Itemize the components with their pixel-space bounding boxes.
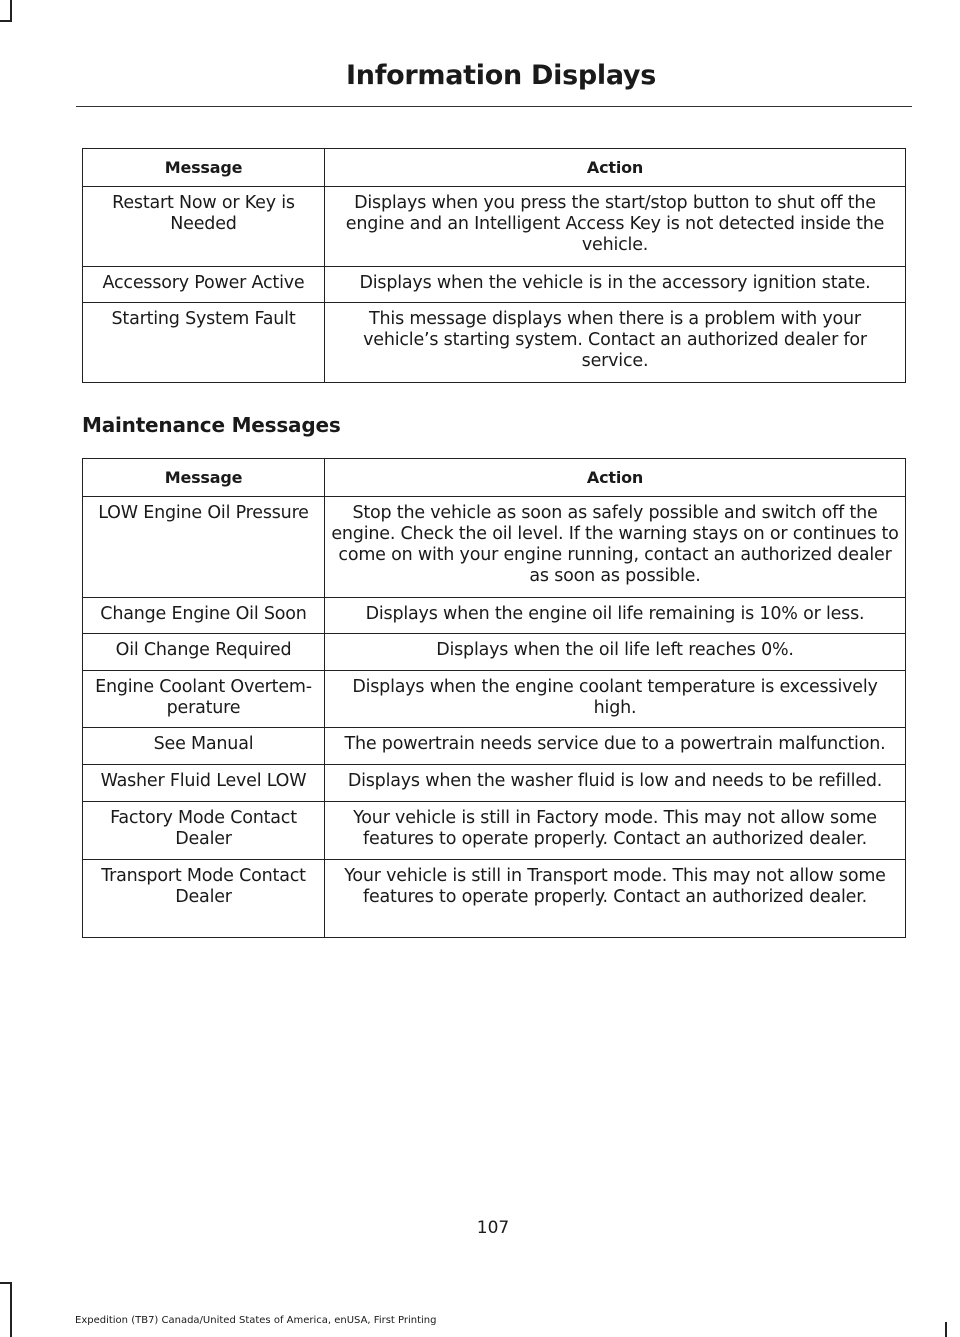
table-row: [83, 765, 906, 802]
action-cell: Stop the vehicle as soon as safely possible and switch off the engine. Check the oil level. If the warning stays on or continues to come on with your engine running, contact an authorized dealer as soon as possible.: [325, 497, 906, 598]
table-row: [83, 497, 906, 598]
table-row: [83, 671, 906, 728]
column-header-action: Action: [325, 459, 906, 497]
title-divider: [76, 106, 912, 107]
table-row: [83, 802, 906, 860]
message-cell: Engine Coolant Overtem-perature: [83, 671, 325, 728]
page-title: Information Displays: [346, 60, 656, 91]
message-cell: Accessory Power Active: [83, 267, 325, 303]
table-row: [83, 598, 906, 634]
action-cell: Displays when the oil life left reaches 0%.: [325, 634, 906, 671]
table-row: [83, 187, 906, 267]
message-cell: Change Engine Oil Soon: [83, 598, 325, 634]
action-cell: Displays when the vehicle is in the accessory ignition state.: [325, 267, 906, 303]
action-cell: Displays when the washer fluid is low and needs to be refilled.: [325, 765, 906, 802]
action-cell: Displays when the engine coolant temperature is excessively high.: [325, 671, 906, 728]
section-heading: Maintenance Messages: [82, 413, 341, 437]
message-cell: Starting System Fault: [83, 303, 325, 383]
starting-messages-table: [82, 148, 906, 383]
footer-edition-text: Expedition (TB7) Canada/United States of America, enUSA, First Printing: [75, 1315, 437, 1326]
action-cell: The powertrain needs service due to a powertrain malfunction.: [325, 728, 906, 765]
table-row: [83, 303, 906, 383]
message-cell: Washer Fluid Level LOW: [83, 765, 325, 802]
message-cell: LOW Engine Oil Pressure: [83, 497, 325, 598]
crop-mark-top-left: [10, 0, 12, 22]
message-cell: Transport Mode Contact Dealer: [83, 860, 325, 938]
column-header-message: Message: [83, 149, 325, 187]
message-cell: See Manual: [83, 728, 325, 765]
action-cell: Displays when the engine oil life remaining is 10% or less.: [325, 598, 906, 634]
action-cell: This message displays when there is a problem with your vehicle’s starting system. Contact an authorized dealer for service.: [325, 303, 906, 383]
action-cell: Your vehicle is still in Transport mode. This may not allow some features to operate properly. Contact an authorized dealer.: [325, 860, 906, 938]
table-row: [83, 267, 906, 303]
action-cell: Displays when you press the start/stop button to shut off the engine and an Intelligent Access Key is not detected inside the vehicle.: [325, 187, 906, 267]
message-cell: Restart Now or Key is Needed: [83, 187, 325, 267]
crop-mark-bottom-left-h: [0, 1282, 12, 1284]
maintenance-messages-table: [82, 458, 906, 938]
message-cell: Oil Change Required: [83, 634, 325, 671]
page-number: 107: [476, 1218, 510, 1238]
message-cell: Factory Mode Contact Dealer: [83, 802, 325, 860]
column-header-message: Message: [83, 459, 325, 497]
column-header-action: Action: [325, 149, 906, 187]
action-cell: Your vehicle is still in Factory mode. This may not allow some features to operate properly. Contact an authorized dealer.: [325, 802, 906, 860]
crop-mark-bottom-left: [10, 1282, 12, 1337]
crop-mark-bottom-right: [945, 1322, 947, 1337]
table-row: [83, 728, 906, 765]
table-row: [83, 634, 906, 671]
crop-mark-top-left-h: [0, 20, 12, 22]
table-row: [83, 860, 906, 938]
